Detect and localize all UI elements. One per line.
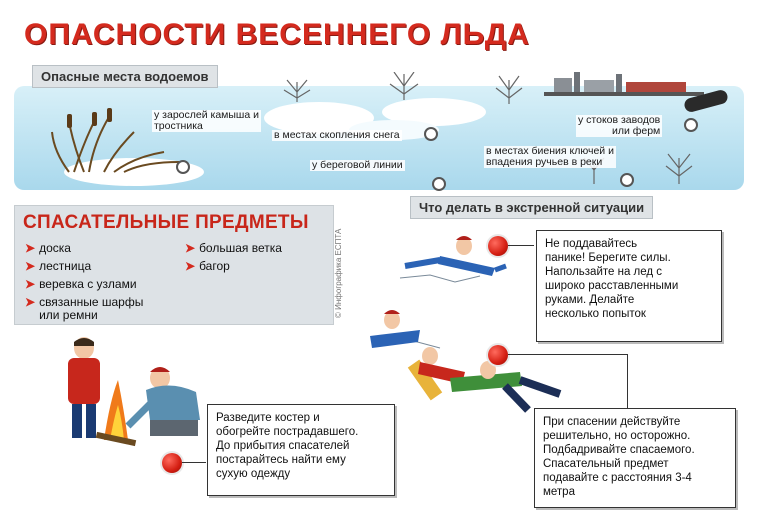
marker-drains (684, 118, 698, 132)
arrow-icon: ➤ (185, 259, 196, 273)
label-springs: в местах биения ключей и впадения ручьев в реки (486, 145, 614, 168)
arrow-icon: ➤ (25, 295, 36, 309)
rescue-items-title: СПАСАТЕЛЬНЫЕ ПРЕДМЕТЫ (23, 212, 309, 233)
list-item: ➤ доска (25, 241, 71, 255)
rescue-items-col2 (185, 242, 325, 273)
label-shore: у береговой линии (312, 159, 403, 171)
marker-reeds (176, 160, 190, 174)
red-marker-dot (162, 453, 182, 473)
marker-shore (432, 177, 446, 191)
connector-line (627, 354, 628, 408)
red-marker-dot (488, 345, 508, 365)
marker-springs (620, 173, 634, 187)
arrow-icon: ➤ (185, 241, 196, 255)
rescue-items-col1 (25, 242, 175, 322)
connector-line (508, 354, 628, 355)
list-item: ➤ связанные шарфы или ремни (25, 295, 144, 322)
label-drains: у стоков заводов или ферм (578, 114, 661, 137)
list-item: ➤ веревка с узлами (25, 277, 137, 291)
tip-make-fire: Разведите костер и обогрейте пострадавшего. До прибытия спасателей постарайтесь найти ему сухую одежду (207, 404, 395, 496)
fallen-person (370, 310, 420, 348)
arrow-icon: ➤ (25, 241, 36, 255)
list-item: ➤ багор (185, 259, 230, 273)
emergency-tag: Что делать в экстренной ситуации (410, 196, 653, 219)
label-snow: в местах скопления снега (274, 129, 400, 141)
marker-snow (424, 127, 438, 141)
crouching-person (128, 367, 200, 436)
rescuer-with-board (408, 347, 560, 410)
connector-line (182, 462, 206, 463)
arrow-icon: ➤ (25, 259, 36, 273)
arrow-icon: ➤ (25, 277, 36, 291)
dangerous-places-tag: Опасные места водоемов (32, 65, 218, 88)
label-reeds: у зарослей камыша и тростника (154, 109, 259, 132)
tip-rescue-carefully: При спасении действуйте решительно, но осторожно. Подбадривайте спасаемого. Спасательный предмет подавайте с расстояния 3-4 метра (534, 408, 736, 508)
list-item: ➤ большая ветка (185, 241, 282, 255)
connector-line (508, 245, 534, 246)
tip-dont-panic: Не поддавайтесь панике! Берегите силы. Напользайте на лед с широко расставленными руками. Делайте несколько попыток (536, 230, 722, 342)
page-title: ОПАСНОСТИ ВЕСЕННЕГО ЛЬДА (24, 18, 530, 51)
red-marker-dot (488, 236, 508, 256)
rescue-items-panel (14, 205, 334, 325)
factory (544, 72, 704, 96)
watermark: © Инфографика ЕСПТА (334, 228, 343, 318)
ice-crack (380, 275, 480, 348)
standing-person (68, 337, 100, 438)
campfire (96, 380, 136, 446)
list-item: ➤ лестница (25, 259, 92, 273)
